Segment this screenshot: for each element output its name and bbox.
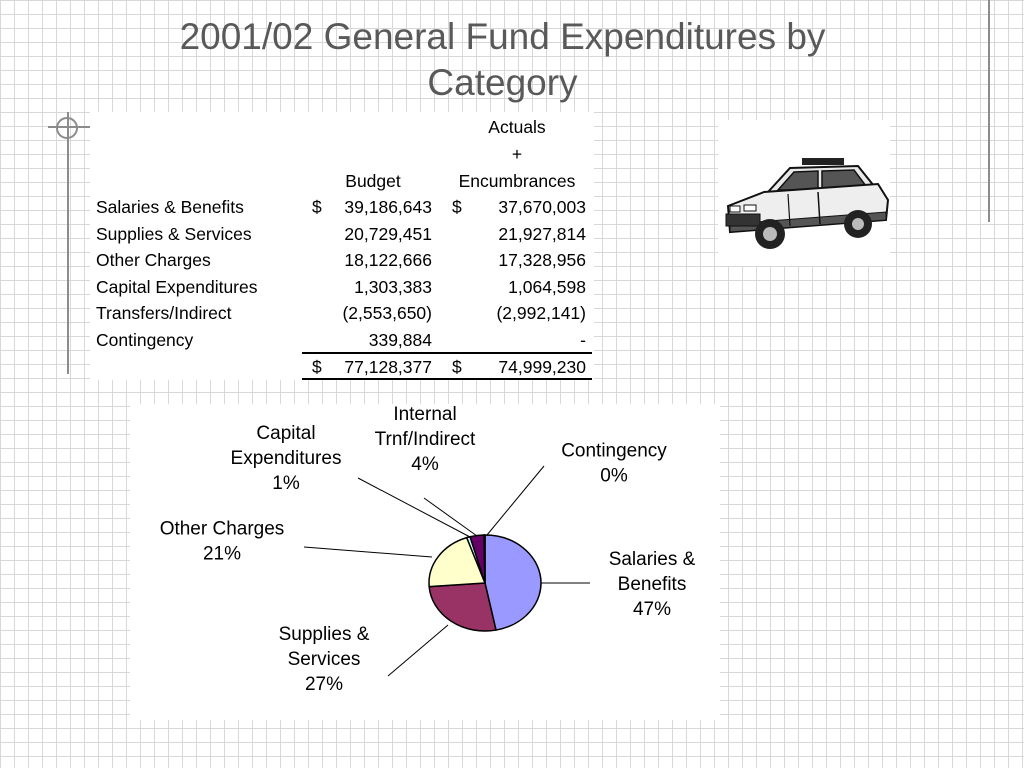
slice-label: Other Charges (159, 518, 285, 540)
leader-line (388, 625, 448, 676)
total-budget-currency: $ (312, 357, 322, 377)
total-actual-value: 74,999,230 (498, 357, 586, 377)
slice-label: Expenditures (230, 448, 342, 469)
actual-value: (2,992,141) (496, 303, 586, 323)
slide-title: 2001/02 General Fund Expenditures by Category (179, 16, 826, 103)
header-encumbrances: Encumbrances (458, 171, 576, 191)
budget-value: 1,303,383 (354, 277, 432, 297)
slice-label: 27% (304, 674, 344, 695)
category-label: Other Charges (96, 250, 211, 270)
category-label: Capital Expenditures (96, 277, 258, 297)
leader-line (487, 466, 544, 535)
actual-currency: $ (452, 197, 462, 217)
slice-label: 47% (632, 599, 672, 620)
budget-value: 339,884 (368, 330, 432, 350)
slice-label: Trnf/Indirect (374, 429, 476, 450)
header-actuals: Actuals (488, 117, 546, 137)
actual-value: - (580, 330, 586, 350)
budget-currency: $ (312, 197, 322, 217)
category-label: Salaries & Benefits (96, 197, 244, 217)
slice-label: Services (287, 649, 361, 670)
slice-label: 0% (600, 465, 628, 487)
slice-label: Salaries & (608, 549, 696, 570)
slice-label: Benefits (617, 574, 687, 595)
actual-value: 21,927,814 (498, 224, 586, 244)
slice-label: 4% (411, 454, 439, 475)
slice-label: Supplies & (278, 624, 370, 645)
header-budget: Budget (345, 171, 401, 191)
slice-label: Internal (393, 404, 457, 425)
slice-label: Capital (256, 423, 316, 444)
actual-value: 1,064,598 (508, 277, 586, 297)
budget-value: (2,553,650) (342, 303, 432, 323)
actual-value: 37,670,003 (498, 197, 586, 217)
category-label: Supplies & Services (96, 224, 252, 244)
total-actual-currency: $ (452, 357, 462, 377)
slice-label: 1% (272, 473, 300, 494)
pie-slice (429, 583, 496, 631)
header-plus: + (511, 144, 523, 164)
total-budget-value: 77,128,377 (344, 357, 432, 377)
slice-label: Contingency (561, 440, 667, 462)
category-label: Transfers/Indirect (96, 303, 232, 323)
leader-line (304, 547, 432, 557)
budget-value: 20,729,451 (344, 224, 432, 244)
category-label: Contingency (96, 330, 194, 350)
pie-slice (484, 535, 485, 583)
slice-label: 21% (202, 543, 242, 565)
leader-line (358, 478, 470, 537)
budget-value: 18,122,666 (344, 250, 432, 270)
budget-value: 39,186,643 (344, 197, 432, 217)
actual-value: 17,328,956 (498, 250, 586, 270)
